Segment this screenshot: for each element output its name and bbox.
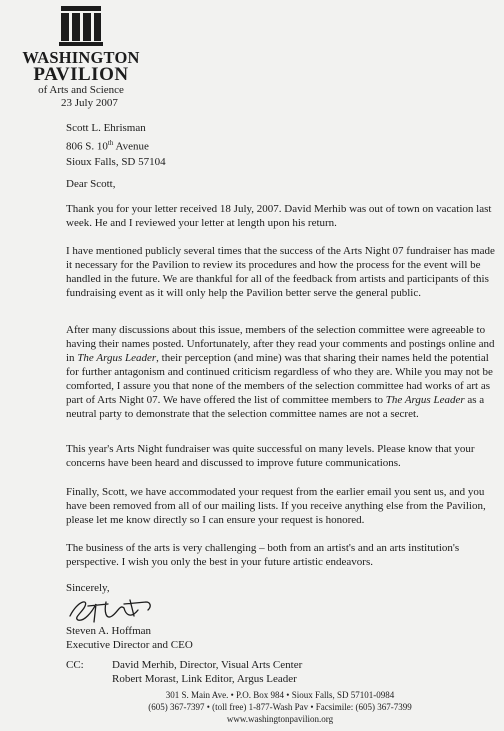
letter-date: 23 July 2007 (61, 97, 118, 109)
paragraph-3-part-b: , their perception (and mine) was that sharing their names held the potential for further antagonism and continued criticism regardless of who they are. While you may not be comforted, I assure you that none of the members of the selection committee had works of art as part of Arts Night 07. We have offered the list of committee members to (66, 352, 493, 406)
letter-footer (90, 689, 470, 725)
cc-block (66, 658, 302, 686)
letterhead-logo (6, 6, 156, 96)
signature-image (66, 594, 156, 626)
sender-block (66, 624, 193, 652)
recipient-address (66, 121, 166, 170)
paragraph-3 (66, 323, 496, 421)
letterhead-washington: WASHINGTON (22, 48, 140, 67)
cc-line-2: Robert Morast, Link Editor, Argus Leader (112, 673, 297, 685)
footer-phone: (605) 367-7397 • (toll free) 1-877-Wash Pav • Facsimile: (605) 367-7399 (148, 702, 412, 712)
paragraph-3-part-c: as a neutral party to demonstrate that the selection committee names are not a secret. (66, 394, 485, 420)
cc-recipients (112, 658, 302, 686)
cc-line-1: David Merhib, Director, Visual Arts Center (112, 659, 303, 671)
pavilion-columns-icon (59, 6, 103, 46)
letterhead-pavilion: PAVILION (33, 64, 129, 85)
recipient-name: Scott L. Ehrisman (66, 122, 146, 134)
footer-website: www.washingtonpavilion.org (226, 714, 334, 724)
recipient-street (66, 136, 166, 155)
paragraph-4: This year's Arts Night fundraiser was quite successful on many levels. Please know that your concerns have been heard and discussed to improve future communications. (66, 443, 475, 469)
footer-address: 301 S. Main Ave. • P.O. Box 984 • Sioux Falls, SD 57101-0984 (165, 690, 395, 700)
paragraph-3-italic-2: The Argus Leader (385, 394, 465, 406)
cc-label: CC: (66, 659, 84, 671)
street-suffix: th (107, 139, 114, 147)
sender-title: Executive Director and CEO (66, 639, 193, 651)
street-number: 806 S. 10 (66, 140, 108, 153)
paragraph-5: Finally, Scott, we have accommodated your request from the earlier email you sent us, and you have been removed from all of our mailing lists. If you receive anything else from the Pavilion, please let me know directly so I can ensure your request is honored. (66, 486, 486, 526)
paragraph-6: The business of the arts is very challenging – both from an artist's and an arts institution's perspective. I wish you only the best in your future artistic endeavors. (66, 542, 460, 568)
paragraph-2: I have mentioned publicly several times that the success of the Arts Night 07 fundraiser has made it necessary for the Pavilion to review its procedures and how the process for the event will be handled in the future. We are thankful for all of the feedback from artists and participants of this fundraising event as it will only help the Pavilion better serve the general public. (66, 245, 495, 299)
street-name: Avenue (113, 140, 149, 153)
paragraph-3-italic-1: The Argus Leader (77, 352, 157, 364)
recipient-city: Sioux Falls, SD 57104 (66, 155, 166, 168)
paragraph-3-part-a: After many discussions about this issue, members of the selection committee were agreeable to having their names posted. Unfortunately, after they read your comments and postings online and in (66, 324, 495, 364)
closing: Sincerely, (66, 582, 110, 594)
salutation: Dear Scott, (66, 178, 116, 190)
paragraph-1: Thank you for your letter received 18 July, 2007. David Merhib was out of town on vacation last week. He and I reviewed your letter at length upon his return. (66, 203, 492, 229)
sender-name: Steven A. Hoffman (66, 625, 152, 637)
letterhead-subtitle: of Arts and Science (38, 84, 124, 96)
